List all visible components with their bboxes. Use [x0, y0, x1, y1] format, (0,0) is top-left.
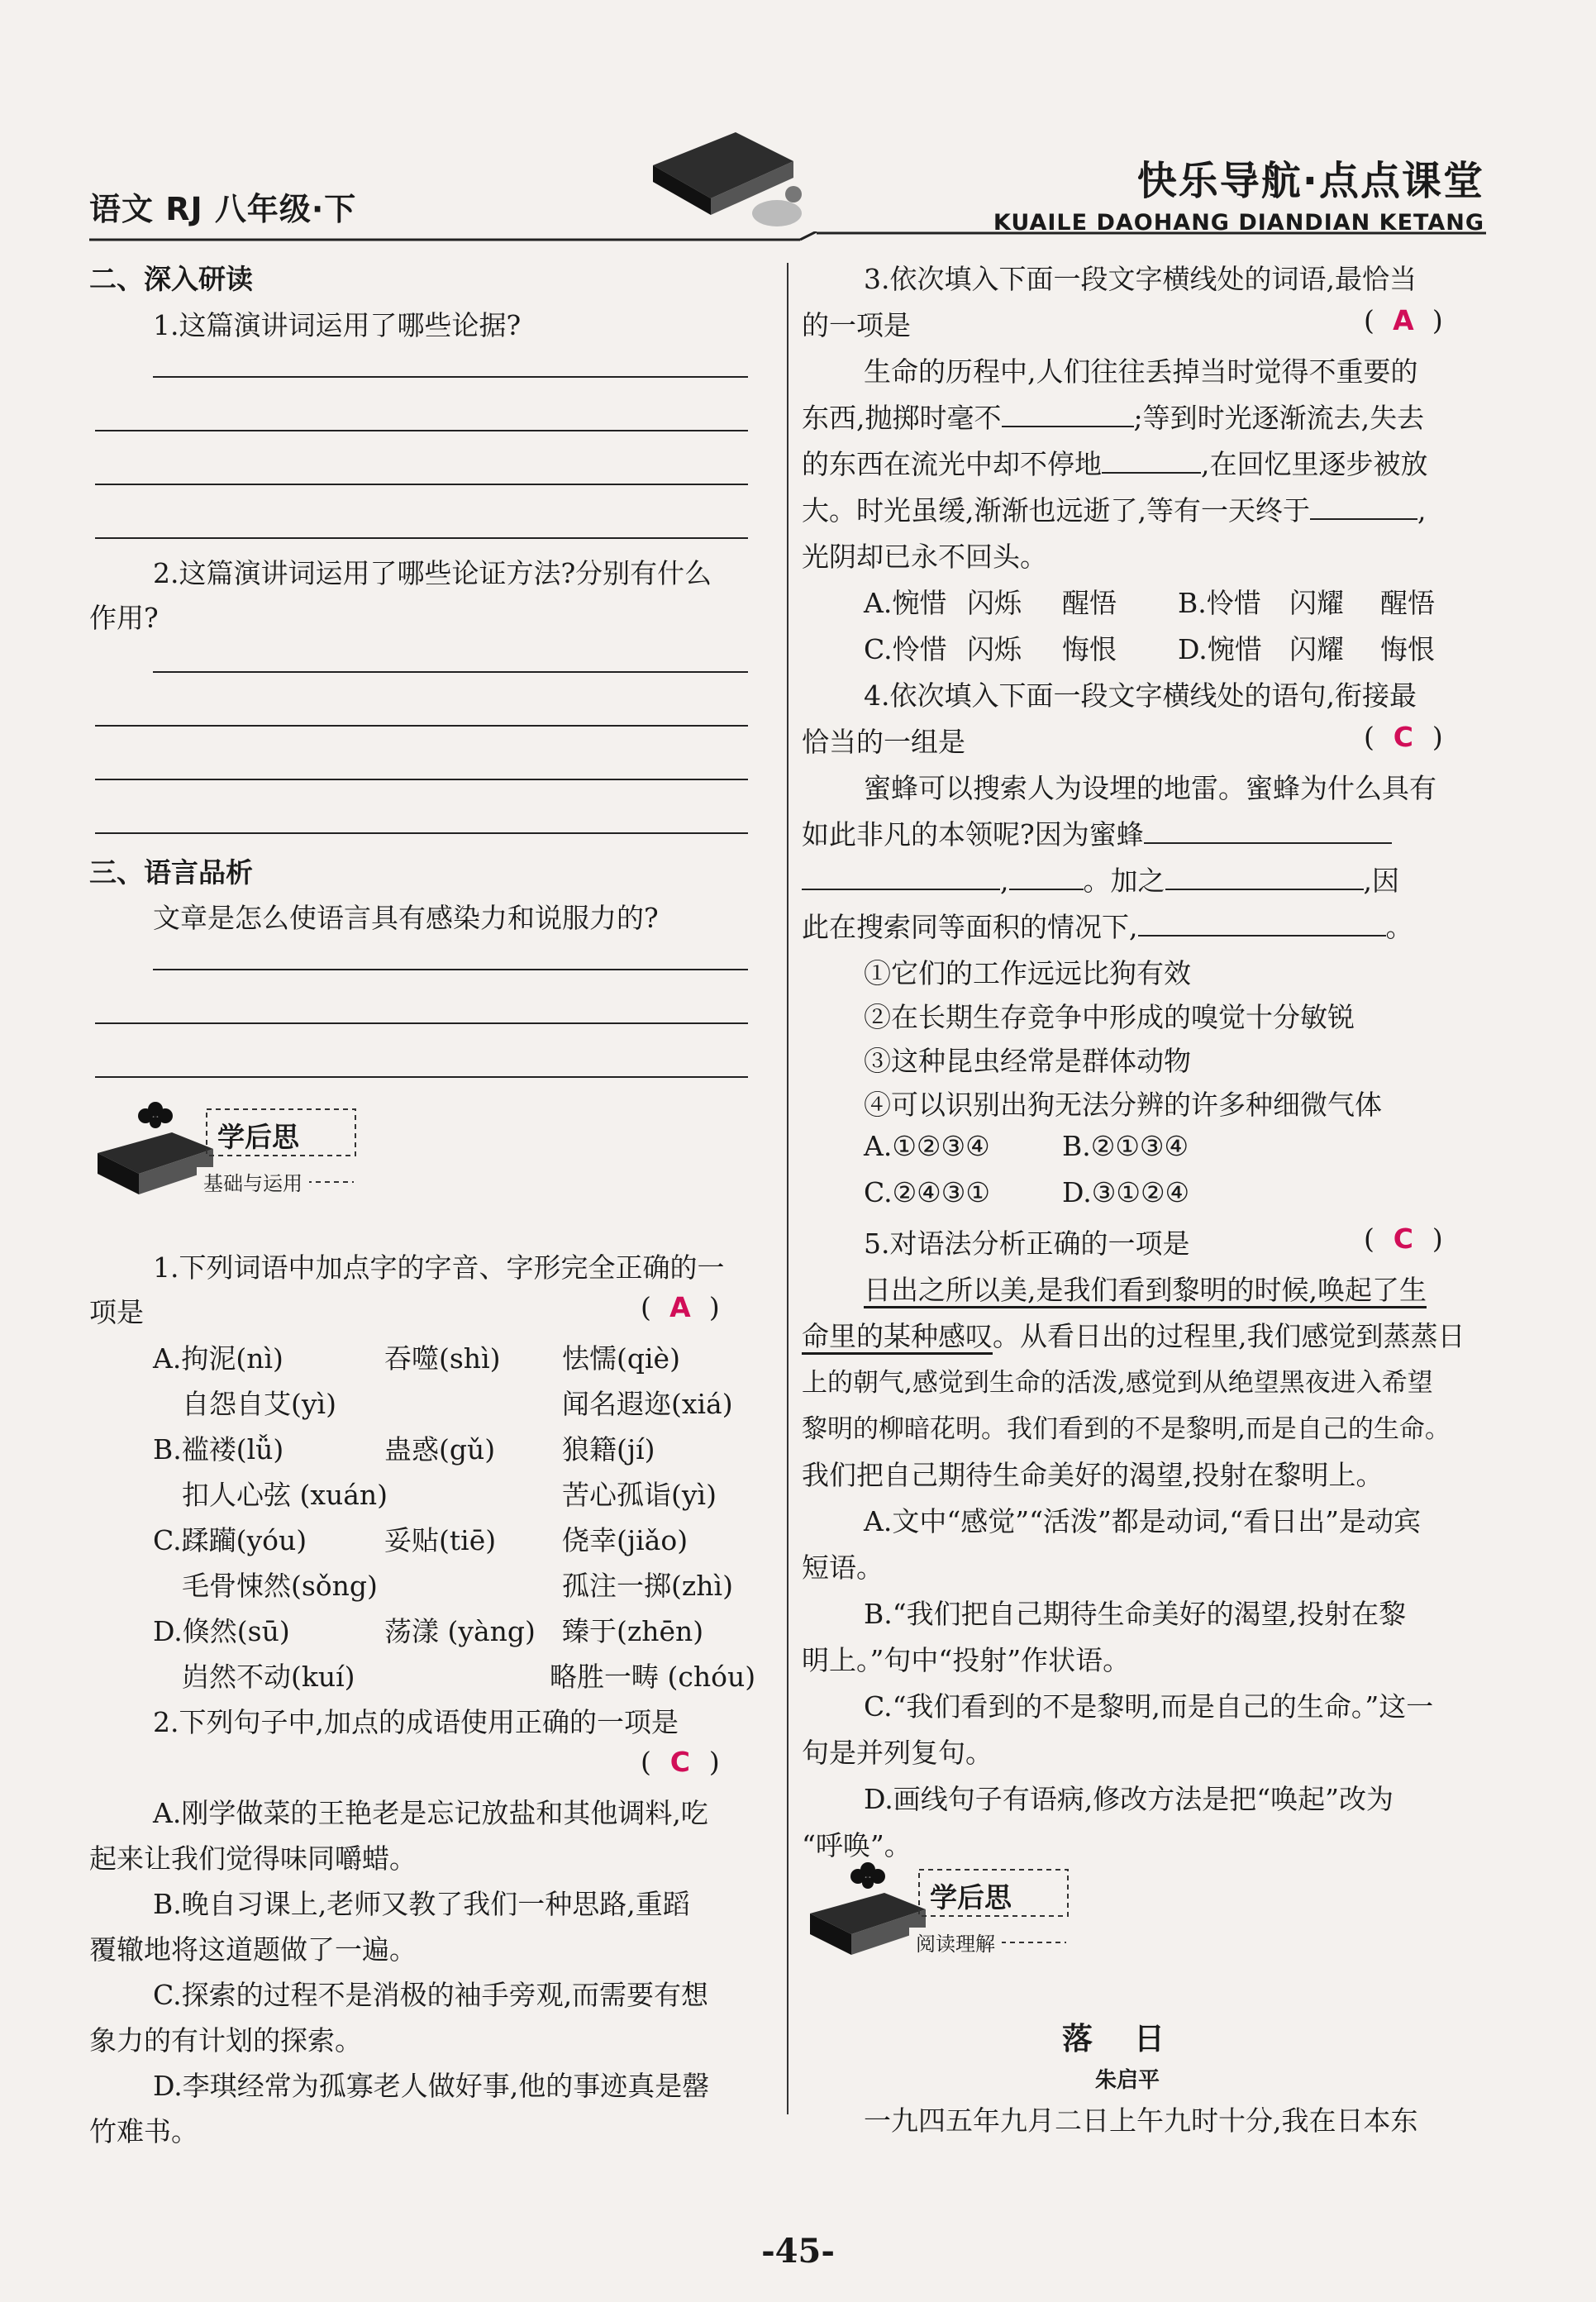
header-rule — [89, 231, 1486, 241]
option-text: 象力的有计划的探索。 — [89, 2024, 362, 2057]
option-text: 自怨自艾(yì) — [182, 1388, 336, 1420]
answer-line[interactable] — [95, 1076, 748, 1078]
passage-text — [802, 489, 1426, 528]
option-text: 闪烁 — [967, 633, 1022, 665]
question-text: 2.下列句子中,加点的成语使用正确的一项是 — [153, 1706, 679, 1738]
section-badge-reading — [802, 1852, 1074, 1976]
books-logo-icon — [636, 116, 810, 240]
option-text: D.画线句子有语病,修改方法是把“唤起”改为 — [864, 1783, 1394, 1815]
option-text: 狼籍(jí) — [562, 1433, 655, 1466]
question-text: 的一项是 — [802, 309, 911, 341]
option-text: 闪烁 — [967, 587, 1022, 619]
option-text: C.②④③① — [864, 1176, 990, 1208]
fill-blank[interactable] — [802, 864, 1000, 890]
answer-letter: A — [1393, 304, 1414, 336]
question-text: 1.下列词语中加点字的字音、字形完全正确的一 — [153, 1251, 725, 1284]
badge-label: 学后思 — [930, 1881, 1012, 1914]
passage-text — [802, 813, 1392, 852]
option-text: 略胜一畴 (chóu) — [550, 1661, 756, 1693]
option-text: 蛊惑(gǔ) — [384, 1433, 496, 1466]
option-text: 妥贴(tiē) — [384, 1524, 497, 1556]
books-clover-icon — [802, 1852, 934, 1976]
option-text: 醒悟 — [1062, 587, 1117, 619]
answer-bracket: ( C ) — [1364, 721, 1443, 753]
passage-fragment: 大。时光虽缓,渐渐也远逝了,等有一天终于 — [802, 494, 1310, 527]
option-text: 侥幸(jiǎo) — [562, 1524, 688, 1556]
reading-text: 一九四五年九月二日上午九时十分,我在日本东 — [864, 2104, 1418, 2137]
passage-text: 我们把自己期待生命美好的渴望,投射在黎明上。 — [802, 1459, 1384, 1491]
section-title-language: 三、语言品析 — [89, 856, 253, 889]
header-brand-subtitle: KUAILE DAOHANG DIANDIAN KETANG — [993, 210, 1484, 236]
passage-text — [802, 397, 1424, 436]
answer-line[interactable] — [95, 537, 748, 539]
badge-sub: 基础与运用 — [197, 1167, 309, 1196]
option-text: A.惋惜 — [864, 587, 947, 619]
page-number: -45- — [761, 2232, 835, 2271]
option-text: 悔恨 — [1062, 633, 1117, 665]
question-text: 文章是怎么使语言具有感染力和说服力的? — [153, 902, 659, 934]
answer-line[interactable] — [95, 725, 748, 727]
badge-label: 学后思 — [217, 1121, 299, 1153]
option-text: “呼唤”。 — [802, 1829, 912, 1861]
option-text: A.①②③④ — [864, 1130, 990, 1162]
answer-line[interactable] — [95, 430, 748, 431]
answer-line[interactable] — [95, 484, 748, 485]
answer-bracket: ( C ) — [641, 1746, 720, 1778]
option-text: 闪耀 — [1289, 633, 1344, 665]
answer-bracket: ( A ) — [641, 1291, 720, 1323]
option-text: D.倏然(sū) — [153, 1615, 290, 1647]
option-text: 竹难书。 — [89, 2115, 198, 2147]
passage-fragment: , — [1000, 865, 1009, 897]
answer-line[interactable] — [95, 832, 748, 834]
column-divider — [787, 263, 788, 2114]
option-text: 岿然不动(kuí) — [182, 1661, 355, 1693]
passage-fragment: 的东西在流光中却不停地 — [802, 448, 1102, 480]
passage-text: 黎明的柳暗花明。我们看到的不是黎明,而是自己的生命。 — [802, 1414, 1451, 1444]
answer-letter: C — [669, 1746, 690, 1778]
passage-fragment: ;等到时光逐渐流去,失去 — [1133, 402, 1425, 434]
header-subject: 语文 RJ 八年级·下 — [89, 191, 357, 227]
question-text: 4.依次填入下面一段文字横线处的语句,衔接最 — [864, 679, 1417, 712]
option-text: D.③①②④ — [1062, 1176, 1190, 1208]
option-text: 荡漾 (yàng) — [384, 1615, 536, 1647]
answer-letter: A — [669, 1291, 691, 1323]
passage-text — [864, 1269, 1427, 1308]
passage-fragment: 此在搜索同等面积的情况下, — [802, 911, 1138, 943]
passage-text — [802, 906, 1413, 945]
passage-text — [802, 1315, 1465, 1354]
fill-blank[interactable] — [1009, 864, 1084, 890]
answer-letter: C — [1393, 721, 1413, 753]
fill-blank[interactable] — [1310, 493, 1417, 520]
option-text: C.蹂躏(yóu) — [153, 1524, 307, 1556]
answer-bracket: ( A ) — [1364, 304, 1443, 336]
option-text: D.李琪经常为孤寡老人做好事,他的事迹真是罄 — [153, 2070, 710, 2102]
books-clover-icon — [89, 1091, 222, 1215]
option-text: 吞噬(shì) — [384, 1342, 501, 1375]
answer-line[interactable] — [95, 779, 748, 780]
option-text: 明上。”句中“投射”作状语。 — [802, 1644, 1131, 1676]
option-text: C.怜惜 — [864, 633, 947, 665]
option-text: B.②①③④ — [1062, 1130, 1189, 1162]
option-text: B.褴褛(lǚ) — [153, 1433, 284, 1466]
list-item: ②在长期生存竞争中形成的嗅觉十分敏锐 — [864, 1001, 1355, 1033]
underlined-sentence: 命里的某种感叹 — [802, 1320, 993, 1352]
option-text: A.文中“感觉”“活泼”都是动词,“看日出”是动宾 — [864, 1505, 1422, 1537]
question-text: 5.对语法分析正确的一项是 — [864, 1227, 1190, 1260]
option-text: 悔恨 — [1380, 633, 1435, 665]
answer-line[interactable] — [153, 671, 748, 673]
option-text: 怯懦(qiè) — [562, 1342, 680, 1375]
passage-fragment: ,因 — [1363, 865, 1399, 897]
answer-line[interactable] — [95, 1022, 748, 1024]
section-badge-basic — [89, 1091, 362, 1215]
fill-blank[interactable] — [1144, 817, 1392, 844]
option-text: 毛骨悚然(sǒng) — [182, 1570, 378, 1602]
option-text: D.惋惜 — [1178, 633, 1262, 665]
option-text: 臻于(zhēn) — [562, 1615, 704, 1647]
option-text: A.拘泥(nì) — [153, 1342, 283, 1375]
fill-blank[interactable] — [1002, 401, 1134, 427]
option-text: B.怜惜 — [1178, 587, 1261, 619]
option-text: 起来让我们觉得味同嚼蜡。 — [89, 1842, 417, 1875]
passage-fragment: ,在回忆里逐步被放 — [1201, 448, 1428, 480]
passage-text: 光阴却已永不回头。 — [802, 541, 1047, 573]
passage-text — [802, 860, 1399, 898]
passage-fragment: 。加之 — [1083, 865, 1165, 897]
option-text: A.刚学做菜的王艳老是忘记放盐和其他调料,吃 — [153, 1797, 708, 1829]
question-text: 3.依次填入下面一段文字横线处的词语,最恰当 — [864, 263, 1417, 295]
answer-letter: C — [1393, 1222, 1413, 1255]
option-text: C.探索的过程不是消极的袖手旁观,而需要有想 — [153, 1979, 709, 2011]
header-brand-title: 快乐导航·点点课堂 — [1136, 158, 1484, 204]
passage-text: 生命的历程中,人们往往丢掉当时觉得不重要的 — [864, 355, 1418, 388]
answer-line[interactable] — [153, 969, 748, 970]
answer-line[interactable] — [153, 376, 748, 378]
underlined-sentence: 日出之所以美,是我们看到黎明的时候,唤起了生 — [864, 1274, 1427, 1306]
question-text: 恰当的一组是 — [802, 726, 965, 758]
list-item: ①它们的工作远远比狗有效 — [864, 957, 1191, 989]
badge-sub: 阅读理解 — [909, 1928, 1002, 1956]
option-text: 醒悟 — [1380, 587, 1435, 619]
passage-fragment: 东西,抛掷时毫不 — [802, 402, 1002, 434]
question-text: 项是 — [89, 1296, 144, 1328]
passage-fragment: 。 — [1385, 911, 1413, 943]
option-text: B.“我们把自己期待生命美好的渴望,投射在黎 — [864, 1598, 1407, 1630]
passage-text: 蜜蜂可以搜索人为设埋的地雷。蜜蜂为什么具有 — [864, 772, 1436, 804]
option-text: B.晚自习课上,老师又教了我们一种思路,重蹈 — [153, 1888, 690, 1920]
question-text: 作用? — [89, 602, 159, 634]
passage-text: 上的朝气,感觉到生命的活泼,感觉到从绝望黑夜进入希望 — [802, 1368, 1433, 1398]
reading-author: 朱启平 — [1095, 2068, 1160, 2093]
passage-fragment: , — [1417, 494, 1427, 527]
section-title-study: 二、深入研读 — [89, 263, 253, 295]
passage-fragment: 如此非凡的本领呢?因为蜜蜂 — [802, 818, 1144, 851]
list-item: ④可以识别出狗无法分辨的许多种细微气体 — [864, 1089, 1382, 1121]
fill-blank[interactable] — [1138, 910, 1386, 937]
fill-blank[interactable] — [1165, 864, 1364, 890]
question-text: 1.这篇演讲词运用了哪些论据? — [153, 309, 522, 341]
reading-title: 落日 — [1062, 2021, 1206, 2057]
answer-bracket: ( C ) — [1364, 1222, 1443, 1255]
passage-text — [802, 443, 1428, 482]
option-text: 句是并列复句。 — [802, 1737, 993, 1769]
option-text: 苦心孤诣(yì) — [562, 1479, 717, 1511]
option-text: 扣人心弦 (xuán) — [182, 1479, 388, 1511]
option-text: 短语。 — [802, 1551, 884, 1584]
option-text: 覆辙地将这道题做了一遍。 — [89, 1933, 417, 1966]
question-text: 2.这篇演讲词运用了哪些论证方法?分别有什么 — [153, 557, 712, 589]
option-text: 闻名遐迩(xiá) — [562, 1388, 733, 1420]
fill-blank[interactable] — [1102, 447, 1201, 474]
option-text: 孤注一掷(zhì) — [562, 1570, 733, 1602]
list-item: ③这种昆虫经常是群体动物 — [864, 1045, 1191, 1077]
option-text: 闪耀 — [1289, 587, 1344, 619]
passage-fragment: 。从看日出的过程里,我们感觉到蒸蒸日 — [993, 1320, 1465, 1352]
option-text: C.“我们看到的不是黎明,而是自己的生命。”这一 — [864, 1690, 1434, 1723]
